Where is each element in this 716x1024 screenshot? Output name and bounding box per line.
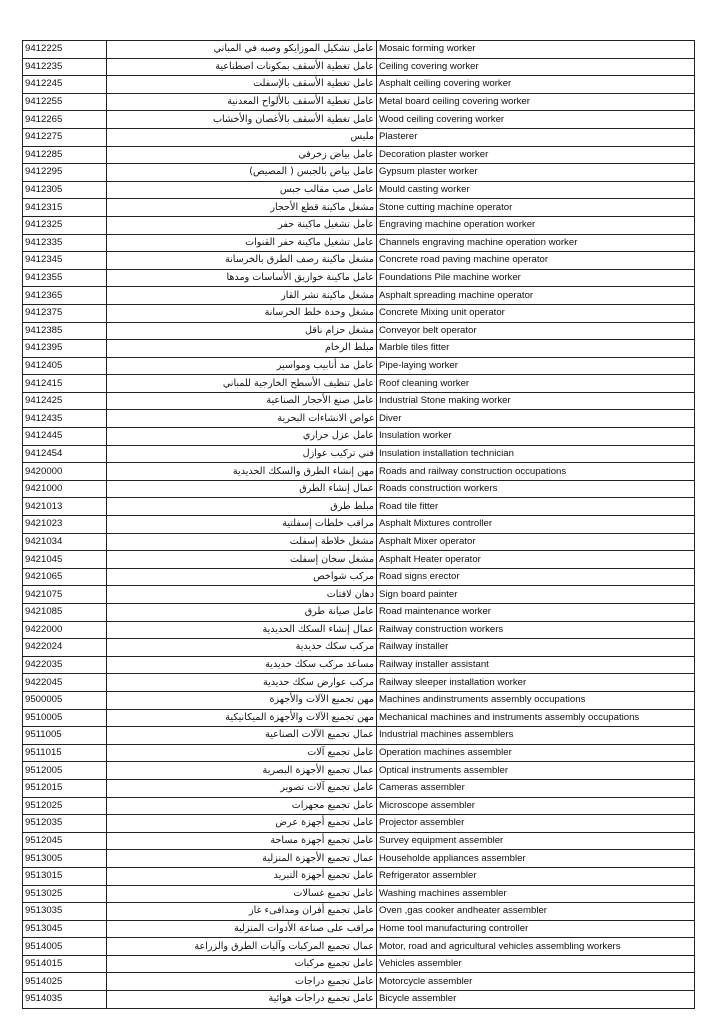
table-row — [23, 93, 695, 111]
occupation-title-english: Roads construction workers — [377, 480, 695, 498]
occupation-title-arabic: عمال إنشاء الطرق — [107, 480, 377, 498]
occupation-title-arabic: غواص الانشاءات البحرية — [107, 410, 377, 428]
occupation-code: 9511015 — [23, 744, 107, 762]
table-row — [23, 709, 695, 727]
table-row — [23, 252, 695, 270]
occupation-title-english: Sign board painter — [377, 586, 695, 604]
occupation-title-english: Motor, road and agricultural vehicles assembling workers — [377, 938, 695, 956]
occupation-title-english: Mould casting worker — [377, 181, 695, 199]
occupation-title-english: Railway installer assistant — [377, 656, 695, 674]
table-row — [23, 41, 695, 59]
table-row — [23, 815, 695, 833]
table-row — [23, 181, 695, 199]
occupation-title-english: Road tile fitter — [377, 498, 695, 516]
occupation-title-english: Mechanical machines and instruments assembly occupations — [377, 709, 695, 727]
table-row — [23, 568, 695, 586]
occupation-title-arabic: عامل صب مقالب جبس — [107, 181, 377, 199]
table-row — [23, 639, 695, 657]
table-row — [23, 128, 695, 146]
occupation-code: 9513025 — [23, 885, 107, 903]
occupation-title-arabic: مشغل ماكينة قطع الأحجار — [107, 199, 377, 217]
occupation-code: 9422045 — [23, 674, 107, 692]
occupation-title-english: Conveyor belt operator — [377, 322, 695, 340]
occupation-title-english: Survey equipment assembler — [377, 832, 695, 850]
occupation-code: 9514015 — [23, 955, 107, 973]
occupation-code: 9512025 — [23, 797, 107, 815]
occupation-code: 9420000 — [23, 463, 107, 481]
table-row — [23, 269, 695, 287]
occupation-title-english: Operation machines assembler — [377, 744, 695, 762]
occupation-title-english: Insulation installation technician — [377, 445, 695, 463]
occupation-title-arabic: عامل صنع الأحجار الصناعية — [107, 392, 377, 410]
occupation-code: 9412295 — [23, 164, 107, 182]
table-row — [23, 674, 695, 692]
occupation-title-arabic: عامل تشغيل ماكينة حفر — [107, 216, 377, 234]
occupation-code: 9514035 — [23, 991, 107, 1009]
table-row — [23, 445, 695, 463]
table-row — [23, 797, 695, 815]
occupation-title-arabic: عامل تجميع أجهزة عرض — [107, 815, 377, 833]
occupation-title-arabic: عامل تجميع أجهزة مساحة — [107, 832, 377, 850]
table-row — [23, 744, 695, 762]
occupation-code: 9412385 — [23, 322, 107, 340]
table-row — [23, 533, 695, 551]
occupation-code: 9512005 — [23, 762, 107, 780]
occupation-code: 9422024 — [23, 639, 107, 657]
occupation-code: 9412225 — [23, 41, 107, 59]
table-row — [23, 973, 695, 991]
occupation-title-english: Decoration plaster worker — [377, 146, 695, 164]
occupation-title-english: Insulation worker — [377, 428, 695, 446]
table-row — [23, 304, 695, 322]
occupation-title-english: Road maintenance worker — [377, 604, 695, 622]
occupation-title-english: Gypsum plaster worker — [377, 164, 695, 182]
table-row — [23, 498, 695, 516]
occupation-code: 9412335 — [23, 234, 107, 252]
table-row — [23, 727, 695, 745]
occupation-title-english: Concrete road paving machine operator — [377, 252, 695, 270]
occupation-title-english: Ceiling covering worker — [377, 58, 695, 76]
occupation-title-english: Railway construction workers — [377, 621, 695, 639]
table-row — [23, 480, 695, 498]
occupation-title-arabic: مهن تجميع الآلات والأجهزة — [107, 691, 377, 709]
occupation-title-english: Pipe-laying worker — [377, 357, 695, 375]
occupation-title-arabic: مراقب خلطات إسفلتية — [107, 516, 377, 534]
occupation-code: 9422035 — [23, 656, 107, 674]
occupation-title-arabic: مركب شواخص — [107, 568, 377, 586]
occupation-title-english: Mosaic forming worker — [377, 41, 695, 59]
occupation-code: 9412275 — [23, 128, 107, 146]
occupation-title-english: Engraving machine operation worker — [377, 216, 695, 234]
occupation-title-english: Wood ceiling covering worker — [377, 111, 695, 129]
table-row — [23, 621, 695, 639]
occupation-title-english: Microscope assembler — [377, 797, 695, 815]
occupation-title-english: Washing machines assembler — [377, 885, 695, 903]
table-row — [23, 428, 695, 446]
occupation-code: 9412285 — [23, 146, 107, 164]
table-row — [23, 551, 695, 569]
occupation-title-arabic: عامل ماكينة خوازيق الأساسات ومدها — [107, 269, 377, 287]
occupation-code: 9512045 — [23, 832, 107, 850]
occupation-code: 9513035 — [23, 903, 107, 921]
table-row — [23, 920, 695, 938]
occupation-title-arabic: فني تركيب عوازل — [107, 445, 377, 463]
table-row — [23, 340, 695, 358]
occupation-title-arabic: دهان لافتات — [107, 586, 377, 604]
occupation-title-arabic: مشغل ماكينة رصف الطرق بالخرسانة — [107, 252, 377, 270]
table-row — [23, 410, 695, 428]
occupation-title-english: Foundations Pile machine worker — [377, 269, 695, 287]
occupation-title-english: Bicycle assembler — [377, 991, 695, 1009]
occupation-code: 9412235 — [23, 58, 107, 76]
occupation-title-arabic: مليس — [107, 128, 377, 146]
table-row — [23, 867, 695, 885]
occupation-title-english: Marble tiles fitter — [377, 340, 695, 358]
table-row — [23, 516, 695, 534]
occupation-title-arabic: عامل تجميع أفران ومدافىء غاز — [107, 903, 377, 921]
occupation-title-arabic: عمال تجميع الأجهزة البصرية — [107, 762, 377, 780]
occupation-title-arabic: عامل تجميع دراجات هوائية — [107, 991, 377, 1009]
occupation-code: 9421045 — [23, 551, 107, 569]
occupation-code: 9412435 — [23, 410, 107, 428]
occupation-title-arabic: مهن إنشاء الطرق والسكك الحديدية — [107, 463, 377, 481]
occupation-code: 9412305 — [23, 181, 107, 199]
occupation-title-english: Asphalt Mixer operator — [377, 533, 695, 551]
occupation-title-arabic: مشغل ماكينة نشر القار — [107, 287, 377, 305]
table-row — [23, 955, 695, 973]
occupation-title-arabic: عامل تشكيل الموزايكو وصبه في المباني — [107, 41, 377, 59]
occupation-title-english: Optical instruments assembler — [377, 762, 695, 780]
occupation-title-english: Railway installer — [377, 639, 695, 657]
occupation-code: 9412355 — [23, 269, 107, 287]
occupation-title-english: Diver — [377, 410, 695, 428]
table-row — [23, 111, 695, 129]
occupation-code: 9421085 — [23, 604, 107, 622]
occupation-title-arabic: عامل تجميع أجهزة التبريد — [107, 867, 377, 885]
occupation-table — [22, 40, 695, 1009]
occupation-title-english: Plasterer — [377, 128, 695, 146]
occupation-title-arabic: عامل تنظيف الأسطح الخارجية للمباني — [107, 375, 377, 393]
table-row — [23, 146, 695, 164]
occupation-code: 9412454 — [23, 445, 107, 463]
occupation-title-arabic: مركب سكك حديدية — [107, 639, 377, 657]
occupation-code: 9412395 — [23, 340, 107, 358]
occupation-title-english: Asphalt Heater operator — [377, 551, 695, 569]
occupation-code: 9513015 — [23, 867, 107, 885]
occupation-code: 9412255 — [23, 93, 107, 111]
occupation-code: 9412425 — [23, 392, 107, 410]
occupation-code: 9514005 — [23, 938, 107, 956]
table-row — [23, 234, 695, 252]
occupation-title-arabic: عمال تجميع الأجهزة المنزلية — [107, 850, 377, 868]
occupation-title-arabic: عامل مد أنابيب ومواسير — [107, 357, 377, 375]
table-row — [23, 586, 695, 604]
occupation-title-english: Machines andinstruments assembly occupations — [377, 691, 695, 709]
occupation-title-english: Roof cleaning worker — [377, 375, 695, 393]
occupation-code: 9412415 — [23, 375, 107, 393]
occupation-title-english: Channels engraving machine operation worker — [377, 234, 695, 252]
table-row — [23, 885, 695, 903]
occupation-title-english: Concrete Mixing unit operator — [377, 304, 695, 322]
table-row — [23, 322, 695, 340]
table-row — [23, 850, 695, 868]
table-row — [23, 938, 695, 956]
table-row — [23, 691, 695, 709]
occupation-code: 9421034 — [23, 533, 107, 551]
table-row — [23, 903, 695, 921]
occupation-code: 9421023 — [23, 516, 107, 534]
table-row — [23, 287, 695, 305]
occupation-title-english: Stone cutting machine operator — [377, 199, 695, 217]
occupation-title-english: Projector assembler — [377, 815, 695, 833]
occupation-title-arabic: عامل تغطية الأسقف بالأغصان والأخشاب — [107, 111, 377, 129]
occupation-title-arabic: عامل تجميع غسالات — [107, 885, 377, 903]
occupation-code: 9511005 — [23, 727, 107, 745]
occupation-code: 9421065 — [23, 568, 107, 586]
occupation-code: 9412365 — [23, 287, 107, 305]
occupation-title-arabic: عامل صيانة طرق — [107, 604, 377, 622]
occupation-title-arabic: عامل تشغيل ماكينة حفر القنوات — [107, 234, 377, 252]
occupation-code: 9513005 — [23, 850, 107, 868]
occupation-title-arabic: مشغل خلاطة إسفلت — [107, 533, 377, 551]
occupation-title-arabic: عامل تجميع دراجات — [107, 973, 377, 991]
table-row — [23, 375, 695, 393]
occupation-title-arabic: عامل تجميع مركبات — [107, 955, 377, 973]
occupation-title-english: Road signs erector — [377, 568, 695, 586]
occupation-code: 9510005 — [23, 709, 107, 727]
occupation-title-arabic: عامل بياض بالجبس ( المصيص) — [107, 164, 377, 182]
occupation-code: 9412375 — [23, 304, 107, 322]
occupation-code: 9421000 — [23, 480, 107, 498]
occupation-title-arabic: عامل بياض زخرفي — [107, 146, 377, 164]
occupation-code: 9412245 — [23, 76, 107, 94]
table-row — [23, 76, 695, 94]
occupation-title-english: Vehicles assembler — [377, 955, 695, 973]
occupation-title-english: Industrial machines assemblers — [377, 727, 695, 745]
occupation-title-arabic: مبلط طرق — [107, 498, 377, 516]
occupation-title-arabic: عمال إنشاء السكك الحديدية — [107, 621, 377, 639]
occupation-title-english: Railway sleeper installation worker — [377, 674, 695, 692]
occupation-code: 9422000 — [23, 621, 107, 639]
occupation-title-english: Householde appliances assembler — [377, 850, 695, 868]
occupation-title-arabic: مركب عوارض سكك حديدية — [107, 674, 377, 692]
table-row — [23, 604, 695, 622]
occupation-title-english: Industrial Stone making worker — [377, 392, 695, 410]
occupation-title-english: Refrigerator assembler — [377, 867, 695, 885]
occupation-title-arabic: عامل تغطية الأسقف بالإسفلت — [107, 76, 377, 94]
occupation-title-arabic: عامل عزل حراري — [107, 428, 377, 446]
occupation-code: 9512015 — [23, 779, 107, 797]
occupation-title-english: Asphalt Mixtures controller — [377, 516, 695, 534]
occupation-title-english: Metal board ceiling covering worker — [377, 93, 695, 111]
occupation-title-english: Asphalt spreading machine operator — [377, 287, 695, 305]
occupation-title-arabic: مبلط الرخام — [107, 340, 377, 358]
table-row — [23, 832, 695, 850]
occupation-code: 9412325 — [23, 216, 107, 234]
table-row — [23, 392, 695, 410]
occupation-title-arabic: عامل تغطية الأسقف بالألواح المعدنية — [107, 93, 377, 111]
occupation-code: 9421075 — [23, 586, 107, 604]
occupation-title-english: Motorcycle assembler — [377, 973, 695, 991]
occupation-title-arabic: عامل تغطية الأسقف بمكونات اصطناعية — [107, 58, 377, 76]
occupation-title-arabic: مشغل حزام ناقل — [107, 322, 377, 340]
occupation-title-english: Home tool manufacturing controller — [377, 920, 695, 938]
table-row — [23, 216, 695, 234]
table-row — [23, 779, 695, 797]
occupation-code: 9500005 — [23, 691, 107, 709]
occupation-title-english: Roads and railway construction occupations — [377, 463, 695, 481]
occupation-code: 9513045 — [23, 920, 107, 938]
table-body — [23, 41, 695, 1009]
table-row — [23, 199, 695, 217]
occupation-code: 9514025 — [23, 973, 107, 991]
occupation-code: 9421013 — [23, 498, 107, 516]
occupation-title-arabic: مساعد مركب سكك حديدية — [107, 656, 377, 674]
occupation-title-english: Cameras assembler — [377, 779, 695, 797]
occupation-title-english: Asphalt ceiling covering worker — [377, 76, 695, 94]
occupation-title-arabic: عامل تجميع مجهرات — [107, 797, 377, 815]
occupation-code: 9512035 — [23, 815, 107, 833]
occupation-code: 9412445 — [23, 428, 107, 446]
occupation-title-arabic: عمال تجميع الآلات الصناعية — [107, 727, 377, 745]
table-row — [23, 762, 695, 780]
table-row — [23, 357, 695, 375]
table-row — [23, 656, 695, 674]
occupation-code: 9412405 — [23, 357, 107, 375]
occupation-title-arabic: مشغل سخان إسفلت — [107, 551, 377, 569]
occupation-code: 9412265 — [23, 111, 107, 129]
table-row — [23, 58, 695, 76]
table-row — [23, 463, 695, 481]
occupation-code: 9412345 — [23, 252, 107, 270]
table-row — [23, 991, 695, 1009]
occupation-title-arabic: مهن تجميع الآلات والأجهزة الميكانيكية — [107, 709, 377, 727]
occupation-code: 9412315 — [23, 199, 107, 217]
occupation-title-arabic: عامل تجميع آلات تصوير — [107, 779, 377, 797]
occupation-title-arabic: عامل تجميع آلات — [107, 744, 377, 762]
occupation-title-arabic: مشغل وحدة خلط الخرسانة — [107, 304, 377, 322]
occupation-title-arabic: مراقب على صناعة الأدوات المنزلية — [107, 920, 377, 938]
occupation-title-english: Oven ,gas cooker andheater assembler — [377, 903, 695, 921]
occupation-title-arabic: عمال تجميع المركبات وآليات الطرق والزراعة — [107, 938, 377, 956]
table-row — [23, 164, 695, 182]
